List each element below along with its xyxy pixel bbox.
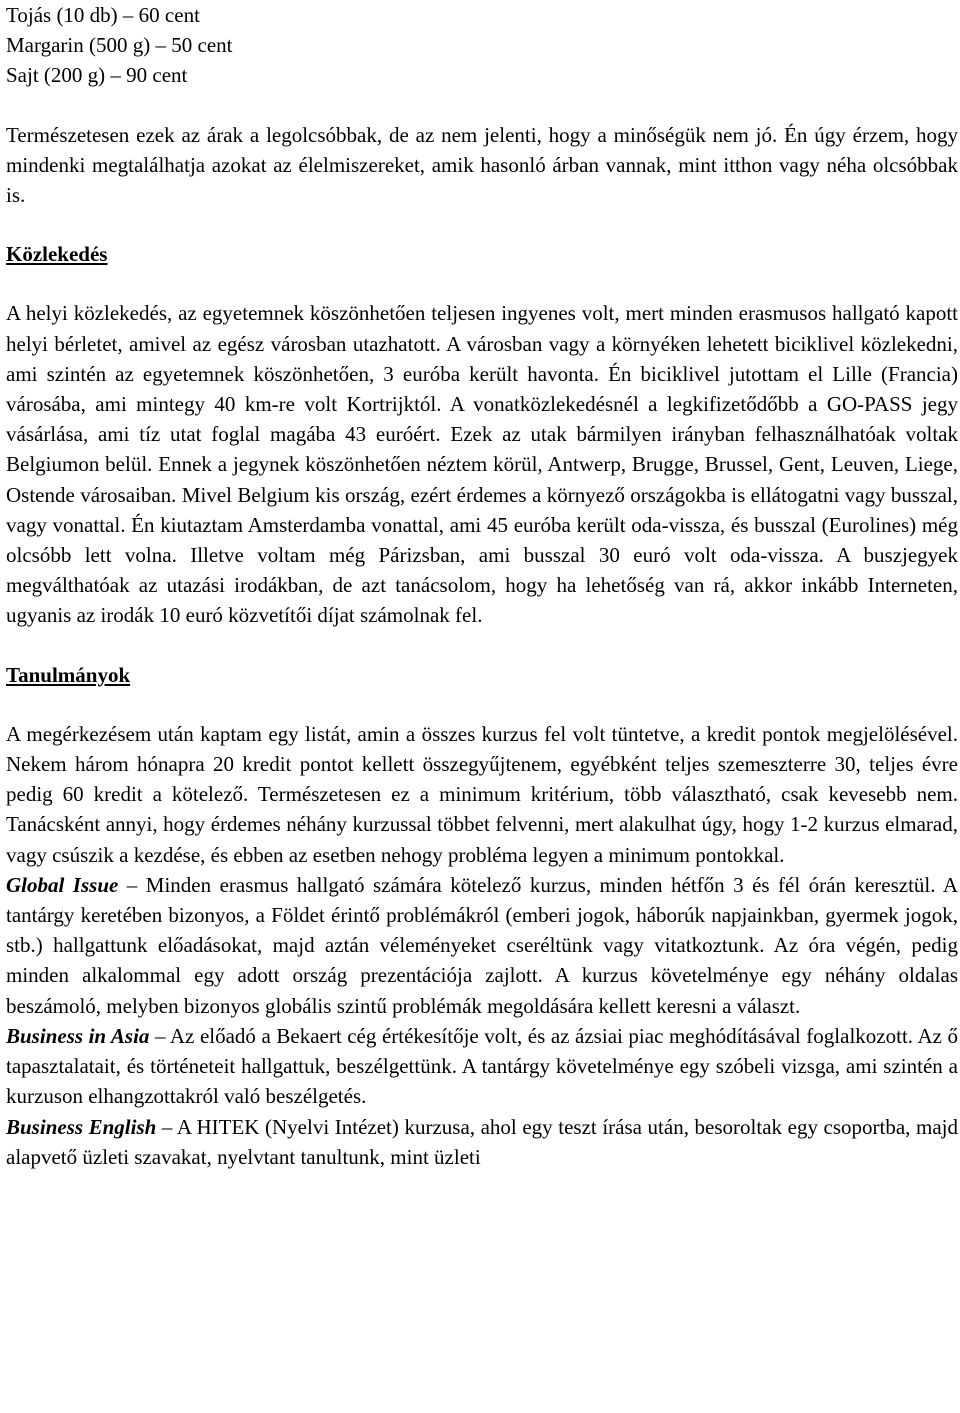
studies-paragraph: A megérkezésem után kaptam egy listát, amin a összes kurzus fel volt tüntetve, a kredit pontok megjelölésével. Nekem három hónapra 20 kredit pontot kellett összegyűjtenem, egyébként teljes szemeszterre 30, teljes évre pedig 60 kredit a kötelező. Természetesen ez a minimum kritérium, több választható, csak kevesebb nem. Tanácsként annyi, hogy érdemes néhány kurzussal többet felvenni, mert alakulhat úgy, hogy 1-2 kurzus elmarad, vagy csúszik a kezdése, és ebben az esetben nehogy probléma legyen a minimum pontokkal. [6, 721, 958, 867]
course-description: – Minden erasmus hallgató számára kötelező kurzus, minden hétfőn 3 és fél órán keresztül. A tantárgy keretében bizonyos, a Földet érintő problémákról (emberi jogok, háborúk napjainkban, gyermek jogok, stb.) hallgattunk előadásokat, majd aztán véleményeket cseréltünk vagy vitatkoztunk. Az óra végén, pedig minden alkalommal egy adott ország prezentációja zajlott. A kurzus követelménye egy néhány oldalas beszámoló, melyben bizonyos globális szintű problémák megoldására kellett keresni a választ. [6, 872, 958, 1018]
course-business-english [6, 1112, 958, 1172]
price-item: Margarin (500 g) – 50 cent [6, 33, 233, 58]
intro-paragraph: Természetesen ezek az árak a legolcsóbbak, de az nem jelenti, hogy a minőségük nem jó. Én úgy érzem, hogy mindenki megtalálhatja azokat az élelmiszereket, amik hasonló árban vannak, mint itthon vagy néha olcsóbbak is. [6, 122, 958, 208]
course-name: Business English [6, 1114, 157, 1139]
studies-heading: Tanulmányok [6, 662, 131, 687]
course-name: Global Issue [6, 872, 119, 897]
document-page [6, 0, 958, 1172]
course-business-in-asia [6, 1021, 958, 1112]
price-list [6, 0, 958, 91]
transport-heading: Közlekedés [6, 242, 108, 267]
course-description: – Az előadó a Bekaert cég értékesítője volt, és az ázsiai piac meghódításával foglalkozott. Az ő tapasztalatait, és történeteit hallgattuk, beszélgettünk. A tantárgy követelménye egy szóbeli vizsga, ami szintén a kurzuson elhangzottakról való beszélgetés. [6, 1023, 958, 1109]
course-description: – A HITEK (Nyelvi Intézet) kurzusa, ahol egy teszt írása után, besoroltak egy csoportba, majd alapvető üzleti szavakat, nyelvtant tanultunk, mint üzleti [6, 1114, 958, 1169]
course-global-issue [6, 870, 958, 1021]
price-item: Tojás (10 db) – 60 cent [6, 3, 200, 27]
transport-paragraph: A helyi közlekedés, az egyetemnek köszönhetően teljesen ingyenes volt, mert minden erasmusos hallgató kapott helyi bérletet, amivel az egész városban utazhatott. A városban vagy a környéken lehetett biciklivel közlekedni, ami szintén az egyetemnek köszönhetően, 3 euróba került havonta. Én biciklivel jutottam el Lille (Francia) városába, ami mintegy 40 km-re volt Kortrijktól. A vonatközlekedésnél a legkifizetődőbb a GO-PASS jegy vásárlása, ami tíz utat foglal magába 43 euróért. Ezek az utak bármilyen irányban felhasználhatóak voltak Belgiumon belül. Ennek a jegynek köszönhetően néztem körül, Antwerp, Brugge, Brussel, Gent, Leuven, Liege, Ostende városaiban. Mivel Belgium kis ország, ezért érdemes a környező országokba is ellátogatni vagy busszal, vagy vonattal. Én kiutaztam Amsterdamba vonattal, ami 45 euróba került oda-vissza, és busszal (Eurolines) még olcsóbb lett volna. Illetve voltam még Párizsban, ami busszal 30 euró volt oda-vissza. A buszjegyek megválthatóak az utazási irodákban, de azt tanácsolom, hogy ha lehetőség van rá, akkor inkább Interneten, ugyanis az irodák 10 euró közvetítői díjat számolnak fel. [6, 301, 958, 628]
price-item: Sajt (200 g) – 90 cent [6, 63, 188, 88]
course-name: Business in Asia [6, 1023, 150, 1048]
